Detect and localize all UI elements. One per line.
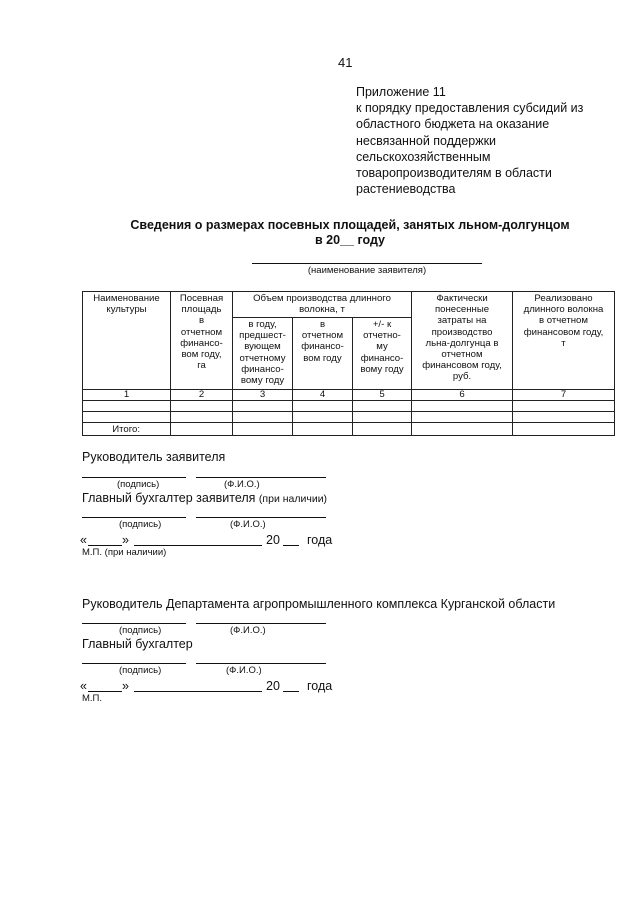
- fio-line[interactable]: [196, 663, 326, 664]
- table-cell[interactable]: [293, 423, 353, 436]
- signature-line[interactable]: [82, 517, 186, 518]
- fio-caption: (Ф.И.О.): [230, 519, 266, 530]
- stamp-note: М.П. (при наличии): [82, 547, 167, 558]
- fio-caption: (Ф.И.О.): [230, 625, 266, 636]
- year-word: года: [307, 679, 333, 693]
- document-title: Сведения о размерах посевных площадей, занятых льном-долгунцом в 20__ году: [130, 218, 570, 247]
- date-open-quote: «: [80, 679, 87, 693]
- table-cell[interactable]: [513, 401, 615, 412]
- date-open-quote: «: [80, 533, 87, 547]
- total-row: [83, 423, 615, 436]
- page-number: 41: [338, 55, 353, 70]
- appendix-line: растениеводства: [356, 182, 456, 197]
- appendix-line: сельскохозяйственным: [356, 149, 491, 164]
- signature-line[interactable]: [82, 477, 186, 478]
- total-label: Итого:: [83, 423, 171, 436]
- table-cell[interactable]: [293, 412, 353, 423]
- department-head-label: Руководитель Департамента агропромышленного комплекса Курганской области: [82, 597, 556, 611]
- header-culture: Наименование культуры: [83, 292, 171, 390]
- fio-line[interactable]: [196, 623, 326, 624]
- table-cell[interactable]: [412, 412, 513, 423]
- col-number: 1: [83, 390, 171, 401]
- date-close-quote: »: [122, 679, 129, 693]
- appendix-title: Приложение 11: [356, 85, 446, 99]
- year-prefix: 20: [266, 533, 280, 547]
- stamp-note: М.П.: [82, 693, 103, 704]
- signature-caption: (подпись): [119, 519, 162, 530]
- fio-caption: (Ф.И.О.): [226, 665, 262, 676]
- chief-accountant-label: Главный бухгалтер заявителя (при наличии): [82, 491, 328, 505]
- signature-line[interactable]: [82, 623, 186, 624]
- col-number: 3: [233, 390, 293, 401]
- table-cell[interactable]: [83, 401, 171, 412]
- table-cell[interactable]: [293, 401, 353, 412]
- month-line[interactable]: [134, 691, 262, 692]
- applicant-head-label: Руководитель заявителя: [82, 450, 226, 464]
- chief-accountant-label: Главный бухгалтер: [82, 637, 193, 651]
- col-number: 2: [171, 390, 233, 401]
- table-cell[interactable]: [171, 423, 233, 436]
- header-costs: Фактически понесенные затраты на производство льна-долгунца в отчетном финансовом году, руб.: [412, 292, 513, 390]
- date-close-quote: »: [122, 533, 129, 547]
- column-number-row: [83, 390, 615, 401]
- table-cell[interactable]: [412, 401, 513, 412]
- header-volume: Объем производства длинного волокна, т: [233, 292, 412, 318]
- table-cell[interactable]: [353, 423, 412, 436]
- table-row: [83, 412, 615, 423]
- data-table: [82, 291, 615, 436]
- table-row: [83, 401, 615, 412]
- applicant-name-line[interactable]: [252, 263, 482, 264]
- appendix-line: несвязанной поддержки: [356, 133, 497, 148]
- table-cell[interactable]: [233, 412, 293, 423]
- year-word: года: [307, 533, 333, 547]
- header-area: Посевная площадь в отчетном финансо- вом году, га: [171, 292, 233, 390]
- table-cell[interactable]: [353, 412, 412, 423]
- fio-line[interactable]: [196, 477, 326, 478]
- header-prev-year: в году, предшест- вующем отчетному финансо- вому году: [233, 318, 293, 390]
- table-cell[interactable]: [412, 423, 513, 436]
- col-number: 5: [353, 390, 412, 401]
- col-number: 6: [412, 390, 513, 401]
- col-number: 4: [293, 390, 353, 401]
- year-prefix: 20: [266, 679, 280, 693]
- day-line[interactable]: [88, 691, 122, 692]
- col-number: 7: [513, 390, 615, 401]
- appendix-line: к порядку предоставления субсидий из: [356, 101, 584, 116]
- table-cell[interactable]: [233, 423, 293, 436]
- table-cell[interactable]: [171, 401, 233, 412]
- header-difference: +/- к отчетно- му финансо- вому году: [353, 318, 412, 390]
- appendix-line: товаропроизводителям в области: [356, 166, 552, 181]
- table-cell[interactable]: [171, 412, 233, 423]
- signature-caption: (подпись): [119, 625, 162, 636]
- appendix-line: областного бюджета на оказание: [356, 117, 550, 132]
- month-line[interactable]: [134, 545, 262, 546]
- fio-line[interactable]: [196, 517, 326, 518]
- table-cell[interactable]: [353, 401, 412, 412]
- table-cell[interactable]: [513, 423, 615, 436]
- signature-line[interactable]: [82, 663, 186, 664]
- header-sold: Реализовано длинного волокна в отчетном финансовом году, т: [513, 292, 615, 390]
- fio-caption: (Ф.И.О.): [224, 479, 260, 490]
- header-current-year: в отчетном финансо- вом году: [293, 318, 353, 390]
- table-cell[interactable]: [233, 401, 293, 412]
- table-cell[interactable]: [513, 412, 615, 423]
- table-cell[interactable]: [83, 412, 171, 423]
- signature-caption: (подпись): [117, 479, 160, 490]
- appendix-block: [356, 84, 626, 197]
- signature-caption: (подпись): [119, 665, 162, 676]
- year-line[interactable]: [283, 545, 299, 546]
- year-line[interactable]: [283, 691, 299, 692]
- day-line[interactable]: [88, 545, 122, 546]
- applicant-caption: (наименование заявителя): [307, 265, 427, 276]
